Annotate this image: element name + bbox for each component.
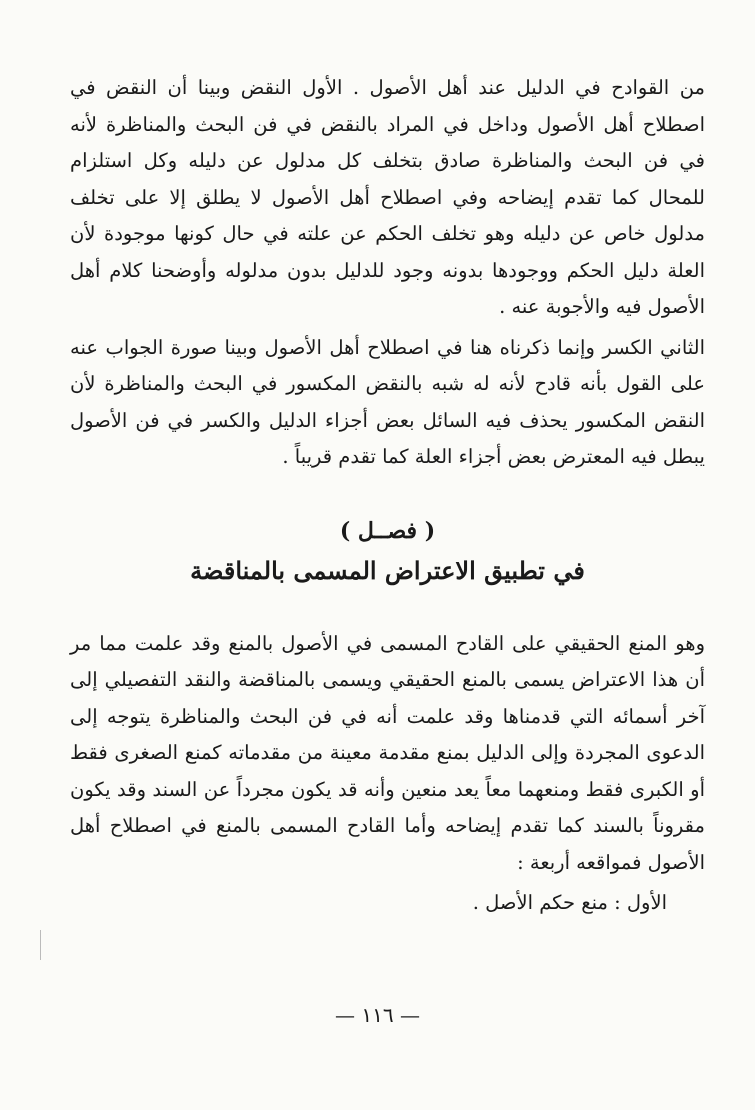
book-page — [70, 70, 705, 922]
paragraph-1: من القوادح في الدليل عند أهل الأصول . الأول النقض وبينا أن النقض في اصطلاح أهل الأصول وداخل في المراد بالنقض في فن البحث والمناظرة لأنه في فن البحث والمناظرة صادق بتخلف كل مدلول عن دليله وكل استلزام للمحال كما تقدم إيضاحه وفي اصطلاح أهل الأصول لا يطلق إلا على تخلف مدلول خاص عن دليله وهو تخلف الحكم عن علته في حال كونها موجودة لأن العلة دليل الحكم ووجودها بدونه وجود للدليل بدون مدلوله وأوضحنا كلام أهل الأصول فيه والأجوبة عنه . — [70, 76, 705, 318]
margin-mark — [40, 930, 41, 960]
section-title: في تطبيق الاعتراض المسمى بالمناقضة — [190, 555, 585, 585]
page-number: — ١١٦ — — [335, 1003, 420, 1027]
paragraph-3: وهو المنع الحقيقي على القادح المسمى في الأصول بالمنع وقد علمت مما مر أن هذا الاعتراض يسمى بالمنع الحقيقي ويسمى بالمناقضة والنقد التفصيلي إلى آخر أسمائه التي قدمناها وقد علمت أنه في فن البحث والمناظرة يتوجه إلى الدعوى المجردة وإلى الدليل بمنع مقدمة معينة من مقدماته كمنع الصغرى فقط أو الكبرى فقط ومنعهما معاً يعد منعين وأنه قد يكون مجرداً عن السند وقد يكون مقروناً بالسند كما تقدم إيضاحه وأما القادح المسمى بالمنع في اصطلاح أهل الأصول فمواقعه أربعة : — [70, 631, 705, 874]
section-label: ( فصــل ) — [339, 517, 436, 544]
paragraph-2: الثاني الكسر وإنما ذكرناه هنا في اصطلاح أهل الأصول وبينا صورة الجواب عنه على القول بأنه قادح لأنه له شبه بالنقض المكسور في البحث والمناظرة لأن النقض المكسور يحذف فيه السائل بعض أجزاء الدليل والكسر في فن الأصول يبطل فيه المعترض بعض أجزاء العلة كما تقدم قريباً . — [70, 335, 705, 468]
section-gap — [70, 588, 705, 626]
list-item-first: الأول : منع حكم الأصل . — [472, 891, 667, 914]
